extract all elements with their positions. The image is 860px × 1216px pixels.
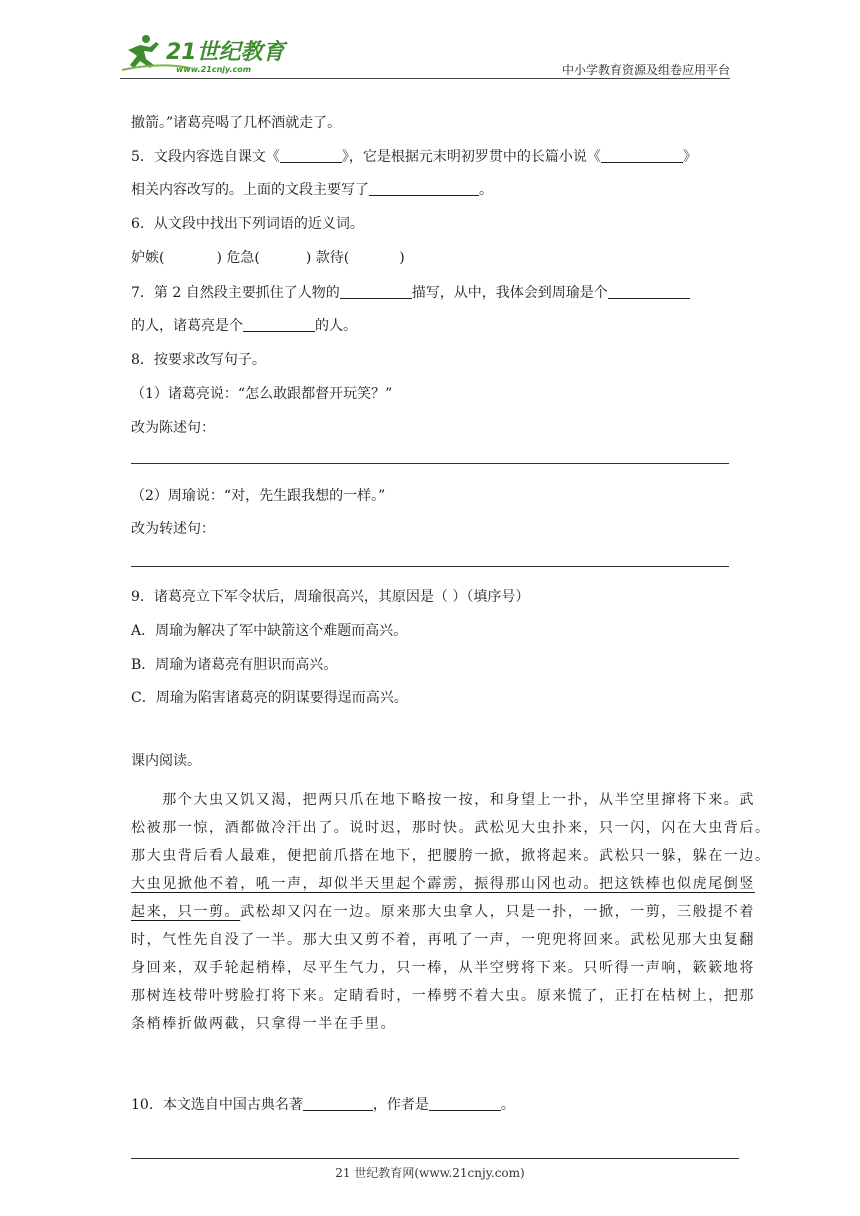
answer-blank[interactable] (303, 1096, 373, 1111)
reading-passage (131, 786, 771, 1038)
question-8-1-hint: 改为陈述句： (131, 420, 215, 436)
platform-name: 中小学教育资源及组卷应用平台 (561, 63, 730, 77)
underlined-phrase: 起来，只一剪。 (131, 904, 241, 920)
answer-blank[interactable] (608, 284, 690, 299)
option-c: C．周瑜为陷害诸葛亮的阴谋要得逞而高兴。 (131, 690, 408, 706)
runner-logo-icon (120, 32, 290, 78)
passage-line: 条梢棒折做两截，只拿得一半在手里。 (131, 1016, 397, 1032)
passage-line: 起来，只一剪。武松却又闪在一边。原来那大虫拿人，只是一扑，一掀，一剪，三般提不着 (131, 904, 756, 920)
option-a: A．周瑜为解决了军中缺箭这个难题而高兴。 (131, 623, 408, 639)
question-6-words: 妒嫉( ) 危急( ) 款待( ) (131, 250, 405, 266)
header-divider (120, 78, 730, 79)
passage-line: 那大虫背后看人最难，便把前爪搭在地下，把腰胯一掀，掀将起来。武松只一躲，躲在一边。 (131, 848, 771, 864)
answer-blank[interactable] (601, 148, 683, 163)
passage-line: 那树连枝带叶劈脸打将下来。定睛看时，一棒劈不着大虫。原来慌了，正打在枯树上，把那 (131, 988, 755, 1004)
page-header (120, 32, 730, 82)
option-b: B．周瑜为诸葛亮有胆识而高兴。 (131, 657, 338, 673)
question-8-2: （2）周瑜说：“对，先生跟我想的一样。” (131, 488, 386, 504)
site-logo[interactable] (120, 32, 290, 78)
passage-line-underlined: 大虫见掀他不着，吼一声，却似半天里起个霹雳，振得那山冈也动。把这铁棒也似虎尾倒竖 (131, 876, 755, 892)
question-10: 10．本文选自中国古典名著 ，作者是 。 (131, 1097, 515, 1113)
question-7: 7．第 2 自然段主要抓住了人物的 描写，从中，我体会到周瑜是个 (131, 284, 690, 302)
passage-line: 时，气性先自没了一半。那大虫又剪不着，再吼了一声，一兜兜将回来。武松见那大虫复翻 (131, 932, 755, 948)
question-9: 9．诸葛亮立下军令状后，周瑜很高兴，其原因是（ ）（填序号） (131, 589, 530, 605)
answer-blank[interactable] (340, 284, 412, 299)
answer-blank[interactable] (429, 1096, 501, 1111)
question-7-cont: 的人，诸葛亮是个 的人。 (131, 318, 357, 334)
text-line: 撤箭。”诸葛亮喝了几杯酒就走了。 (131, 115, 342, 131)
question-8-2-hint: 改为转述句： (131, 521, 215, 537)
passage-line: 松被那一惊，酒都做冷汗出了。说时迟，那时快。武松见大虫扑来，只一闪，闪在大虫背后。 (131, 820, 771, 836)
passage-line: 身回来，双手轮起梢棒，尽平生气力，只一棒，从半空劈将下来。只听得一声响，簌簌地将 (131, 960, 755, 976)
page-footer[interactable]: 21 世纪教育网(www.21cnjy.com) (335, 1166, 525, 1180)
question-6: 6．从文段中找出下列词语的近义词。 (131, 216, 364, 232)
section-title: 课内阅读。 (131, 753, 201, 769)
answer-blank[interactable] (243, 317, 315, 332)
logo-title: 21世纪教育 (166, 40, 285, 65)
answer-line[interactable] (131, 566, 729, 567)
footer-divider (131, 1158, 739, 1159)
question-5-cont: 相关内容改写的。上面的文段主要写了 。 (131, 182, 493, 198)
answer-blank[interactable] (280, 148, 342, 163)
answer-blank[interactable] (369, 181, 479, 196)
question-8: 8．按要求改写句子。 (131, 352, 266, 368)
logo-url: www.21cnjy.com (176, 65, 252, 74)
passage-line: 那个大虫又饥又渴，把两只爪在地下略按一按，和身望上一扑，从半空里撺将下来。武 (131, 792, 755, 808)
question-8-1: （1）诸葛亮说：“怎么敢跟都督开玩笑？” (131, 386, 393, 402)
question-5: 5．文段内容选自课文《 》，它是根据元末明初罗贯中的长篇小说《 》 (131, 149, 697, 165)
answer-line[interactable] (131, 463, 729, 464)
